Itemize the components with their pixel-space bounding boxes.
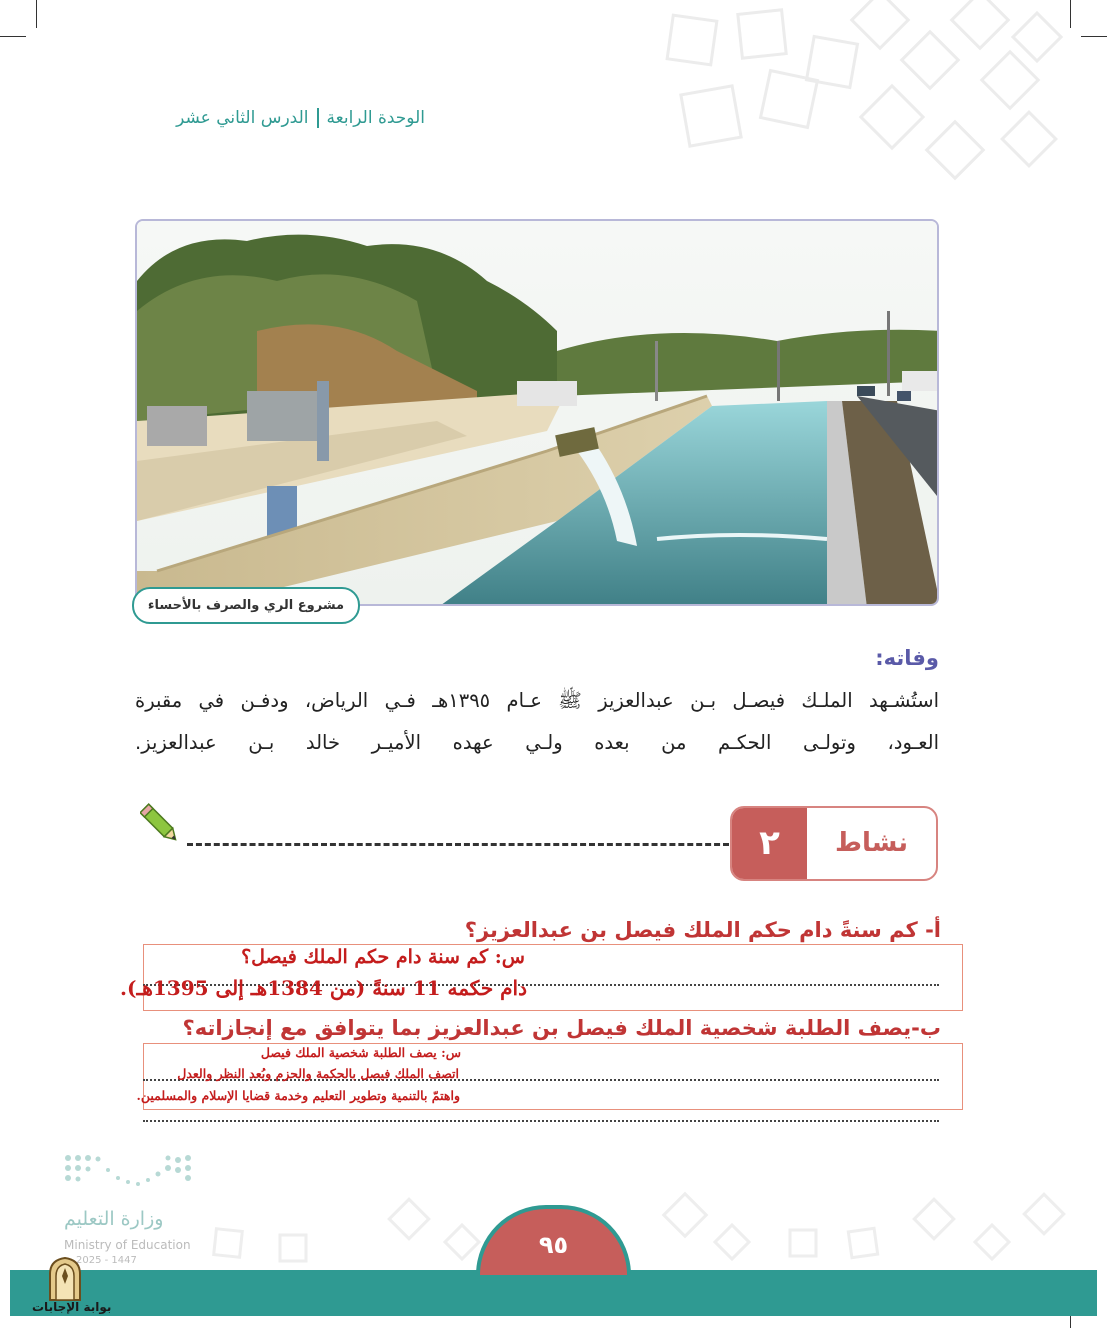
crop-mark (36, 0, 37, 28)
section-paragraph (135, 680, 939, 764)
page-number: ٩٥ (476, 1205, 631, 1275)
ministry-logo-icon (62, 1152, 202, 1202)
answer-line (143, 1120, 939, 1122)
page-header (135, 108, 425, 128)
photo-caption: مشروع الري والصرف بالأحساء (132, 587, 360, 624)
question-a: أ- كم سنةً دام حكم الملك فيصل بن عبدالعزيز؟ (464, 918, 941, 942)
unit-label: الوحدة الرابعة (326, 108, 425, 128)
answer-a-question: س: كم سنة دام حكم الملك فيصل؟ (241, 946, 525, 968)
portal-label: بوابة الإجابات (32, 1300, 112, 1314)
decorative-pattern (200, 1190, 1090, 1270)
paragraph-line: استُشـهد الملـك فيصـل بـن عبدالعزيز ﷺ عـام ١٣٩٥هـ فـي الرياض، ودفـن في مقبرة (135, 689, 939, 712)
activity-badge (730, 806, 938, 881)
paragraph-line: العـود، وتولـى الحكـم من بعده ولـي عهده الأميـر خالد بـن عبدالعزيز. (135, 731, 939, 754)
header-divider (317, 108, 319, 128)
pencil-icon (140, 800, 180, 848)
crop-mark (0, 36, 26, 37)
portal-logo-icon (32, 1254, 102, 1304)
irrigation-photo (135, 219, 939, 606)
section-title: وفاته: (875, 646, 939, 670)
lesson-label: الدرس الثاني عشر (176, 108, 309, 128)
ministry-name-en: Ministry of Education (64, 1238, 191, 1252)
decorative-pattern (650, 0, 1090, 210)
ministry-name-ar: وزارة التعليم (64, 1208, 164, 1230)
answer-a-text: دام حكمه 11 سنةً (من 1384هـ إلى 1395هـ). (120, 976, 527, 1000)
ministry-year: 2025 - 1447 (76, 1255, 137, 1266)
activity-label: نشاط (835, 828, 908, 858)
answer-b-line-1: اتصف الملك فيصل بالحكمة والحزم وبُعد النظر والعدل (177, 1066, 459, 1081)
question-b: ب-يصف الطلبة شخصية الملك فيصل بن عبدالعزيز بما يتوافق مع إنجازاته؟ (182, 1016, 941, 1040)
activity-number: ٢ (732, 808, 807, 879)
dashed-divider (187, 843, 729, 846)
answer-b-question: س: يصف الطلبة شخصية الملك فيصل (260, 1045, 461, 1060)
answer-b-line-2: واهتمّ بالتنمية وتطوير التعليم وخدمة قضايا الإسلام والمسلمين. (136, 1088, 460, 1103)
canal-illustration (137, 221, 939, 606)
